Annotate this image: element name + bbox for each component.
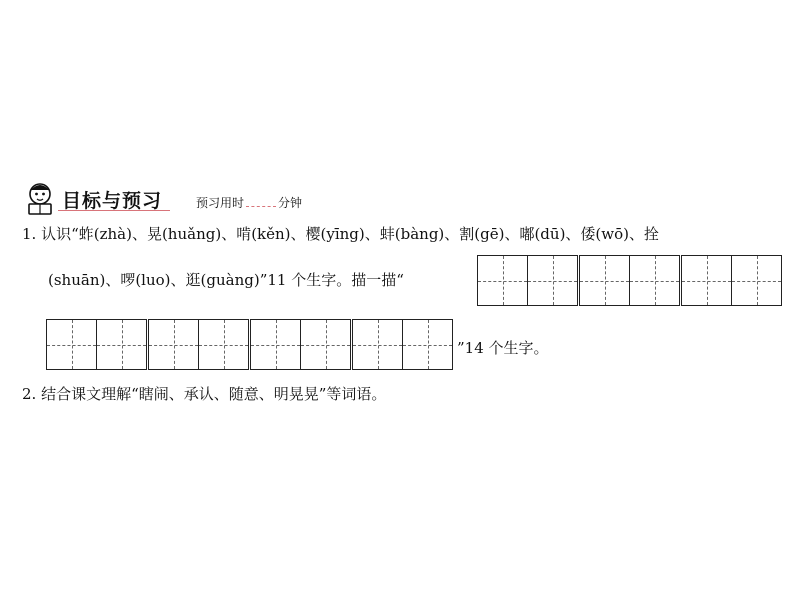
preview-time-label: 预习用时 bbox=[196, 196, 245, 210]
title-underline bbox=[58, 210, 170, 211]
preview-time bbox=[196, 194, 302, 211]
question-1-line-2: (shuān)、啰(luo)、逛(guàng)”11 个生字。描一描“ bbox=[48, 271, 404, 289]
tracing-box[interactable] bbox=[731, 255, 782, 306]
tracing-box[interactable] bbox=[300, 319, 351, 370]
question-1-line-1: 1. 认识“蚱(zhà)、晃(huǎng)、啃(kěn)、樱(yīng)、蚌(bàng)、割(gē)、嘟(dū)、倭(wō)、拴 bbox=[22, 225, 659, 243]
preview-time-unit: 分钟 bbox=[278, 196, 303, 210]
tracing-grid-row-2 bbox=[46, 319, 454, 370]
tracing-box[interactable] bbox=[527, 255, 578, 306]
tracing-box[interactable] bbox=[402, 319, 453, 370]
tracing-box[interactable] bbox=[148, 319, 199, 370]
tracing-box[interactable] bbox=[352, 319, 403, 370]
tracing-box[interactable] bbox=[477, 255, 528, 306]
tracing-box[interactable] bbox=[579, 255, 630, 306]
tracing-box[interactable] bbox=[96, 319, 147, 370]
tracing-box[interactable] bbox=[629, 255, 680, 306]
tracing-box[interactable] bbox=[250, 319, 301, 370]
section-title: 目标与预习 bbox=[62, 190, 163, 212]
question-1-line-3: ”14 个生字。 bbox=[457, 339, 549, 357]
tracing-box[interactable] bbox=[681, 255, 732, 306]
cartoon-boy-reading-icon bbox=[22, 180, 58, 216]
tracing-box[interactable] bbox=[46, 319, 97, 370]
preview-time-blank[interactable] bbox=[246, 196, 276, 207]
tracing-grid-row-1 bbox=[477, 255, 783, 306]
tracing-box[interactable] bbox=[198, 319, 249, 370]
question-2-line-1: 2. 结合课文理解“瞎闹、承认、随意、明晃晃”等词语。 bbox=[22, 385, 387, 403]
